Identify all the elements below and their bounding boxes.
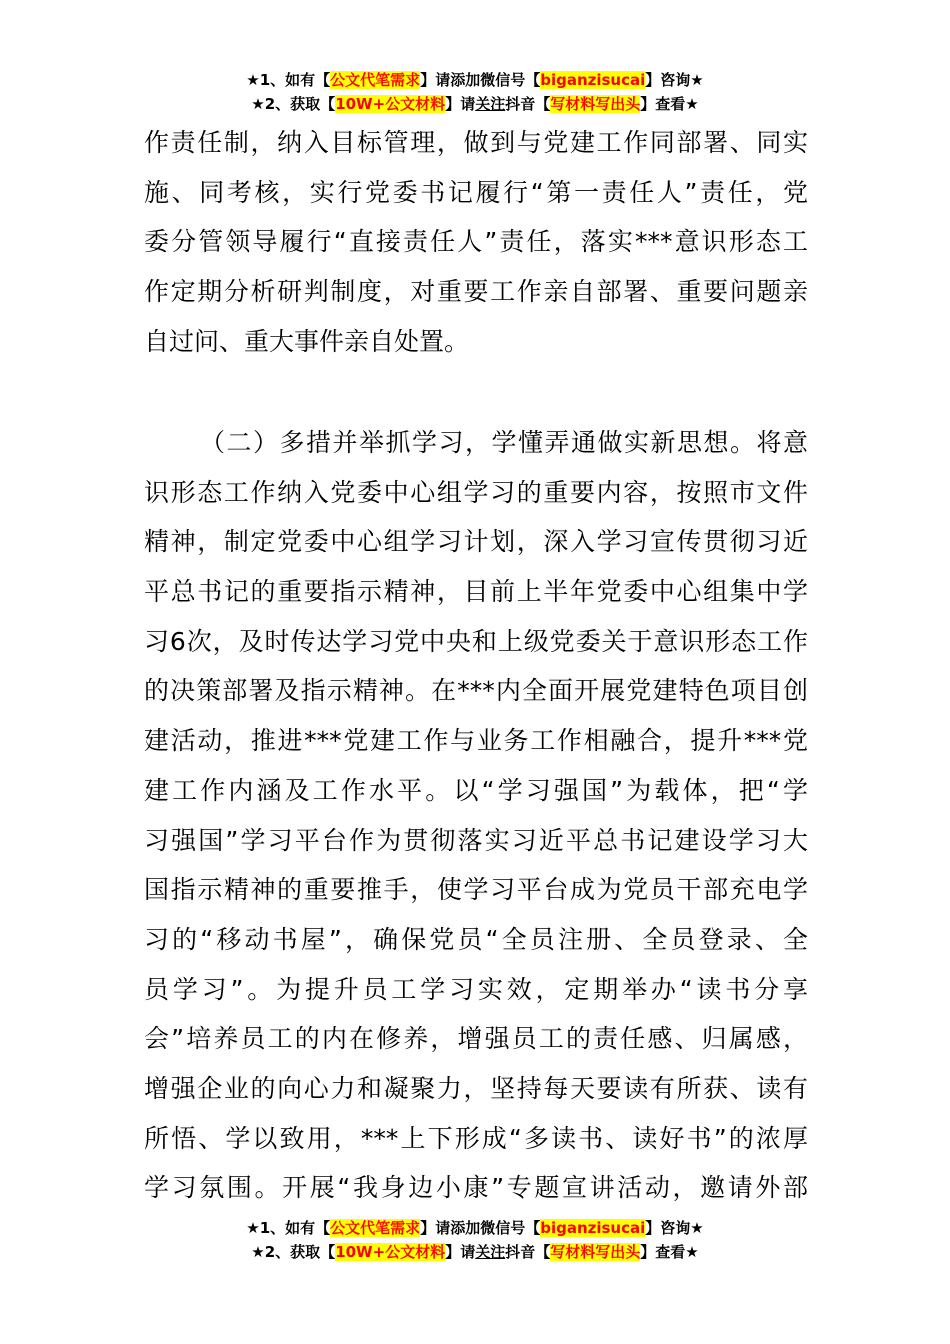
paragraph-line: 作定期分析研判制度，对重要工作亲自部署、重要问题亲 [144,277,808,307]
header-line-1 [0,68,950,92]
paragraph-line: 会”培养员工的内在修养，增强员工的责任感、归属感， [144,1024,808,1054]
header-underlined-follow: 关注 [475,95,506,113]
paragraph-line: 平总书记的重要指示精神，目前上半年党委中心组集中学 [144,577,808,607]
paragraph-line: 习6次，及时传达学习党中央和上级党委关于意识形态工作 [144,626,808,656]
paragraph-line: 习的“移动书屋”，确保党员“全员注册、全员登录、全 [144,924,808,954]
footer-line-2-text: 】查看★ [640,1243,699,1261]
header-highlight-douyin: 写材料写出头 [550,95,641,113]
paragraph-line: 建活动，推进***党建工作与业务工作相融合，提升***党 [144,726,808,756]
footer-highlight-douyin: 写材料写出头 [550,1243,641,1261]
paragraph-line: 习强国”学习平台作为贯彻落实习近平总书记建设学习大 [144,825,808,855]
paragraph-line: 委分管领导履行“直接责任人”责任，落实***意识形态工 [144,227,808,257]
header-line-1-text: ★1、如有【 [246,71,331,89]
header-line-2-text: 】请 [445,95,476,113]
footer-line-2 [0,1240,950,1264]
footer-line-1-text: ★1、如有【 [246,1219,331,1237]
paragraph-line: （二）多措并举抓学习，学懂弄通做实新思想。将意 [200,428,808,457]
paragraph-line: 增强企业的向心力和凝聚力，坚持每天要读有所获、读有 [144,1073,808,1103]
footer-highlight-wechat-id: biganzisucai [540,1219,646,1237]
paragraph-1 [144,118,808,366]
paragraph-line: 识形态工作纳入党委中心组学习的重要内容，按照市文件 [144,477,808,507]
paragraph-line: 国指示精神的重要推手，使学习平台成为党员干部充电学 [144,875,808,905]
header-line-2-text: ★2、获取【 [251,95,336,113]
header-line-2 [0,92,950,116]
footer-banner [0,1216,950,1264]
paragraph-line: 所悟、学以致用，***上下形成“多读书、读好书”的浓厚 [144,1123,808,1153]
header-highlight-materials: 10W+公文材料 [335,95,446,113]
footer-line-2-text: 】请 [445,1243,476,1261]
paragraph-line: 的决策部署及指示精神。在***内全面开展党建特色项目创 [144,676,808,706]
footer-line-2-text: ★2、获取【 [251,1243,336,1261]
footer-line-1-text: 】咨询★ [645,1219,704,1237]
footer-underlined-follow: 关注 [475,1243,506,1261]
header-highlight-wechat-id: biganzisucai [540,71,646,89]
paragraph-line: 学习氛围。开展“我身边小康”专题宣讲活动，邀请外部 [144,1173,808,1203]
paragraph-line: 自过问、重大事件亲自处置。 [144,326,470,356]
header-highlight-service: 公文代笔需求 [330,71,421,89]
header-line-2-text: 】查看★ [640,95,699,113]
paragraph-line: 精神，制定党委中心组学习计划，深入学习宣传贯彻习近 [144,527,808,557]
paragraph-2 [144,418,808,1213]
footer-line-1-text: 】请添加微信号【 [420,1219,541,1237]
footer-highlight-materials: 10W+公文材料 [335,1243,446,1261]
header-line-1-text: 】请添加微信号【 [420,71,541,89]
header-banner [0,68,950,116]
paragraph-line: 建工作内涵及工作水平。以“学习强国”为载体，把“学 [144,775,808,805]
header-line-1-text: 】咨询★ [645,71,704,89]
footer-line-1 [0,1216,950,1240]
header-line-2-text: 抖音【 [505,95,551,113]
paragraph-line: 作责任制，纳入目标管理，做到与党建工作同部署、同实 [144,128,808,157]
footer-line-2-text: 抖音【 [505,1243,551,1261]
paragraph-line: 施、同考核，实行党委书记履行“第一责任人”责任，党 [144,177,808,207]
footer-highlight-service: 公文代笔需求 [330,1219,421,1237]
paragraph-line: 员学习”。为提升员工学习实效，定期举办“读书分享 [144,974,808,1004]
